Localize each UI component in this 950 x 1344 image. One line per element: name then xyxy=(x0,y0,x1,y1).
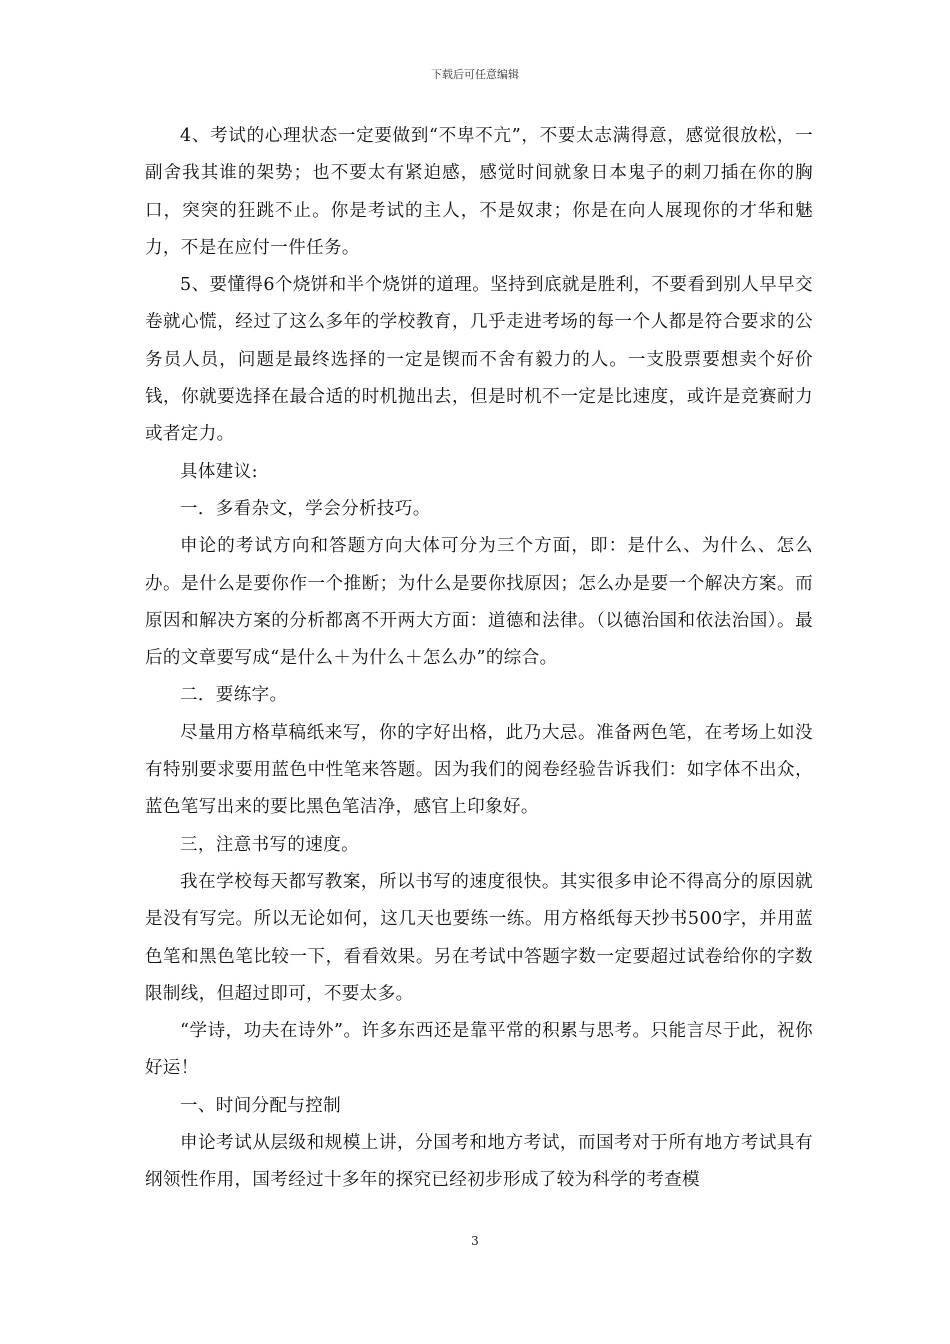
paragraph-persistence: 5、要懂得6个烧饼和半个烧饼的道理。坚持到底就是胜利，不要看到别人早早交卷就心慌，经过了这么多年的学校教育，几乎走进考场的每一个人都是符合要求的公务员人员，问题是最终选择的一定是锲而不舍有毅力的人。一支股票要想卖个好价钱，你就要选择在最合适的时机抛出去，但是时机不一定是比速度，或许是竞赛耐力或者定力。 xyxy=(145,275,813,445)
paragraph-pen-advice: 尽量用方格草稿纸来写，你的字好出格，此乃大忌。准备两色笔，在考场上如没有特别要求要用蓝色中性笔来答题。因为我们的阅卷经验告诉我们：如字体不出众，蓝色笔写出来的要比黑色笔洁净，感官上印象好。 xyxy=(145,722,813,818)
heading-practice-writing: 二．要练字。 xyxy=(180,685,288,706)
heading-time-allocation: 一、时间分配与控制 xyxy=(180,1095,342,1116)
heading-writing-speed: 三，注意书写的速度。 xyxy=(180,834,359,855)
paragraph-speed-practice: 我在学校每天都写教案，所以书写的速度很快。其实很多申论不得高分的原因就是没有写完。所以无论如何，这几天也要练一练。用方格纸每天抄书500字，并用蓝色笔和黑色笔比较一下，看看效果。另在考试中答题字数一定要超过试卷给你的字数限制线，但超过即可，不要太多。 xyxy=(145,871,813,1004)
heading-specific-suggestions: 具体建议: xyxy=(180,461,258,482)
paragraph-closing-quote: “学诗，功夫在诗外”。许多东西还是靠平常的积累与思考。只能言尽于此，祝你好运！ xyxy=(145,1021,813,1079)
page-header: 下载后可任意编辑 xyxy=(431,68,519,81)
paragraph-exam-levels: 申论考试从层级和规模上讲，分国考和地方考试，而国考对于所有地方考试具有纲领性作用，国考经过十多年的探究已经初步形成了较为科学的考查模 xyxy=(145,1133,813,1191)
document-body xyxy=(145,118,813,1200)
paragraph-mental-state: 4、考试的心理状态一定要做到“不卑不亢”，不要太志满得意，感觉很放松，一副舍我其谁的架势；也不要太有紧迫感，感觉时间就象日本鬼子的刺刀插在你的胸口，突突的狂跳不止。你是考试的主人，不是奴隶；你是在向人展现你的才华和魅力，不是在应付一件任务。 xyxy=(145,126,813,258)
paragraph-answer-directions: 申论的考试方向和答题方向大体可分为三个方面，即：是什么、为什么、怎么办。是什么是要你作一个推断；为什么是要你找原因；怎么办是要一个解决方案。而原因和解决方案的分析都离不开两大方面：道德和法律。（以德治国和依法治国）。最后的文章要写成“是什么＋为什么＋怎么办”的综合。 xyxy=(145,536,813,669)
heading-read-essays: 一．多看杂文，学会分析技巧。 xyxy=(180,498,431,519)
page-number: 3 xyxy=(471,1234,479,1248)
